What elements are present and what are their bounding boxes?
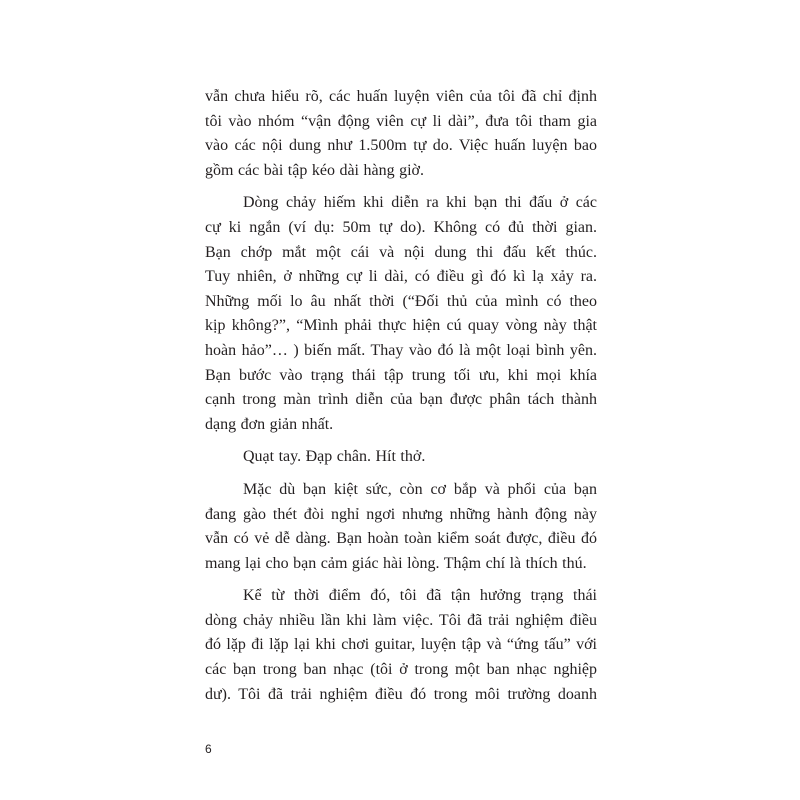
text-line: hoàn hảo”… ) biến mất. Thay vào đó là một loại bình yên.	[205, 341, 597, 359]
text-line: đó lặp đi lặp lại khi chơi guitar, luyện tập và “ứng tấu” với	[205, 636, 597, 654]
text-line: tôi vào nhóm “vận động viên cự li dài”, đưa tôi tham gia	[205, 112, 597, 130]
text-line: đang gào thét đòi nghỉ ngơi nhưng những hành động này	[205, 505, 597, 523]
text-line: cạnh trong màn trình diễn của bạn được phân tách thành	[205, 391, 597, 409]
text-line: Bạn bước vào trạng thái tập trung tối ưu, khi mọi khía	[205, 366, 597, 384]
paragraph	[205, 191, 597, 437]
text-line: Bạn chớp mắt một cái và nội dung thi đấu kết thúc.	[205, 243, 597, 261]
text-line: dạng đơn giản nhất.	[205, 415, 334, 433]
paragraph	[205, 85, 597, 183]
text-line: vào các nội dung như 1.500m tự do. Việc huấn luyện bao	[205, 137, 597, 155]
paragraph	[205, 584, 597, 707]
text-line: cự ki ngắn (ví dụ: 50m tự do). Không có đủ thời gian.	[205, 218, 597, 236]
body-text	[205, 85, 597, 707]
text-line: Tuy nhiên, ở những cự li dài, có điều gì đó kì lạ xảy ra.	[205, 268, 597, 286]
text-line: Mặc dù bạn kiệt sức, còn cơ bắp và phổi của bạn	[243, 480, 597, 498]
text-line: mang lại cho bạn cảm giác hài lòng. Thậm chí là thích thú.	[205, 554, 587, 572]
text-line: Kể từ thời điểm đó, tôi đã tận hưởng trạng thái	[243, 587, 597, 605]
text-line: các bạn trong ban nhạc (tôi ở trong một ban nhạc nghiệp	[205, 661, 597, 679]
page-number: 6	[205, 742, 212, 756]
text-line: Dòng chảy hiếm khi diễn ra khi bạn thi đấu ở các	[243, 194, 597, 212]
text-line: Những mối lo âu nhất thời (“Đối thủ của mình có theo	[205, 292, 597, 310]
text-line: vẫn chưa hiểu rõ, các huấn luyện viên của tôi đã chỉ định	[205, 88, 597, 105]
text-line: dòng chảy nhiều lần khi làm việc. Tôi đã trải nghiệm điều	[205, 611, 597, 629]
paragraph	[205, 445, 597, 470]
text-line: dư). Tôi đã trải nghiệm điều đó trong môi trường doanh	[205, 685, 597, 703]
text-line: kịp không?”, “Mình phải thực hiện cú quay vòng này thật	[205, 317, 597, 335]
text-line: Quạt tay. Đạp chân. Hít thở.	[243, 448, 426, 466]
text-line: gồm các bài tập kéo dài hàng giờ.	[205, 161, 424, 179]
text-line: vẫn có vẻ dễ dàng. Bạn hoàn toàn kiểm soát được, điều đó	[205, 530, 597, 548]
paragraph	[205, 478, 597, 576]
